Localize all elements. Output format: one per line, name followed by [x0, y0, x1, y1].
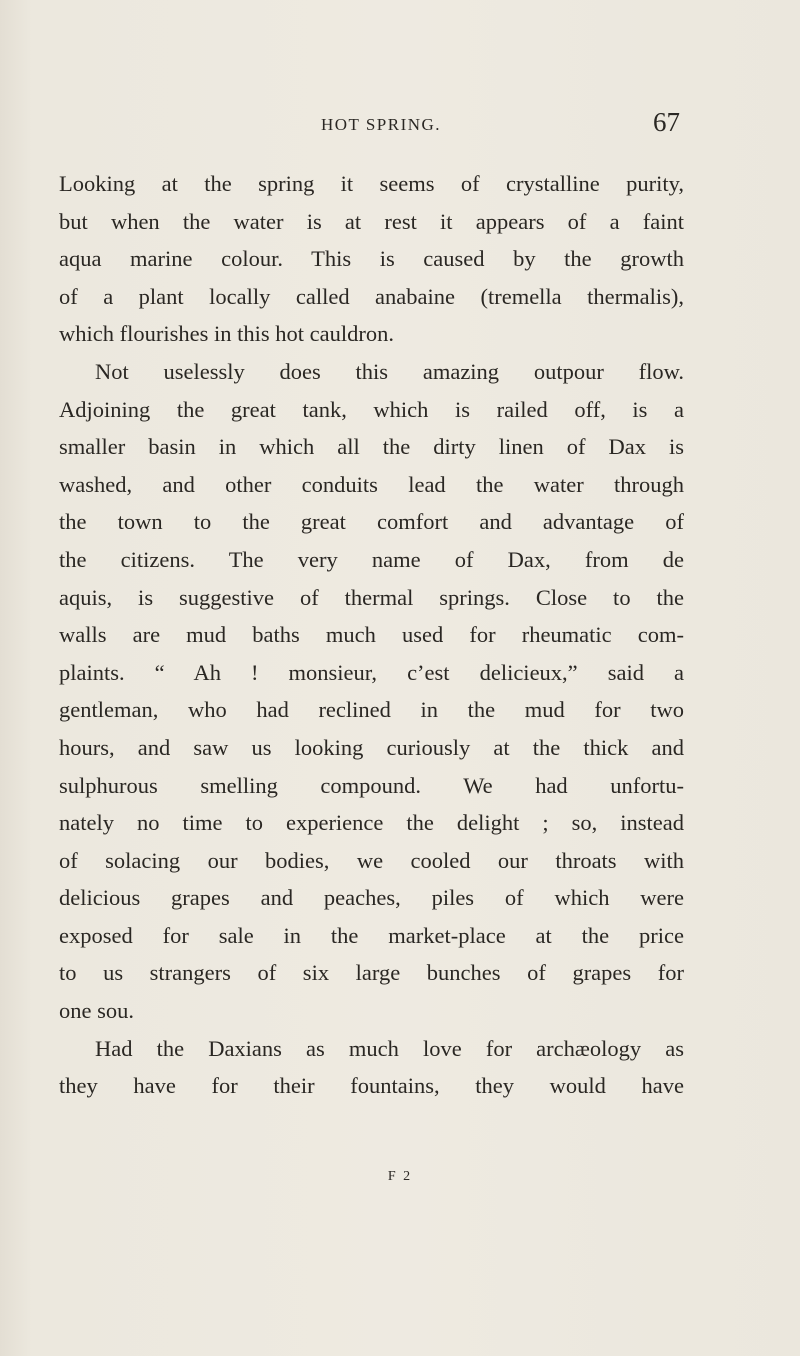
text-line: Had the Daxians as much love for archæology as — [95, 1035, 684, 1061]
text-line: which flourishes in this hot cauldron. — [59, 321, 394, 347]
page-header — [60, 107, 680, 153]
text-line: walls are mud baths much used for rheumatic com- — [59, 622, 684, 648]
text-line: Looking at the spring it seems of crystalline purity, — [59, 171, 684, 196]
text-line: exposed for sale in the market-place at the price — [59, 922, 684, 948]
text-line: nately no time to experience the delight ; so, instead — [59, 810, 684, 836]
text-line: Not uselessly does this amazing outpour flow. — [95, 358, 684, 384]
text-line: gentleman, who had reclined in the mud for two — [59, 697, 684, 723]
text-line: one sou. — [59, 998, 134, 1024]
text-line: delicious grapes and peaches, piles of which were — [59, 885, 684, 911]
text-line: Adjoining the great tank, which is railed off, is a — [59, 396, 684, 422]
text-line: plaints. “ Ah ! monsieur, c’est delicieux,” said a — [59, 659, 684, 685]
text-line: but when the water is at rest it appears of a faint — [59, 208, 684, 234]
text-line: aquis, is suggestive of thermal springs. Close to the — [59, 584, 684, 610]
text-line: washed, and other conduits lead the water through — [59, 471, 684, 497]
text-line: the town to the great comfort and advantage of — [59, 509, 684, 535]
text-line: of solacing our bodies, we cooled our throats with — [59, 847, 684, 873]
text-line: the citizens. The very name of Dax, from de — [59, 546, 684, 572]
page-number: 67 — [653, 107, 680, 137]
signature-mark: F 2 — [387, 1169, 413, 1184]
text-line: hours, and saw us looking curiously at the thick and — [59, 734, 684, 760]
running-head: HOT SPRING. — [320, 115, 442, 134]
text-line: to us strangers of six large bunches of grapes for — [59, 960, 684, 986]
text-line: of a plant locally called anabaine (tremella thermalis), — [59, 283, 684, 309]
text-line: sulphurous smelling compound. We had unfortu- — [59, 772, 684, 798]
text-line: they have for their fountains, they would have — [59, 1073, 684, 1099]
body-text — [59, 165, 684, 1105]
text-line: aqua marine colour. This is caused by the growth — [59, 246, 684, 272]
text-line: smaller basin in which all the dirty linen of Dax is — [59, 434, 684, 460]
